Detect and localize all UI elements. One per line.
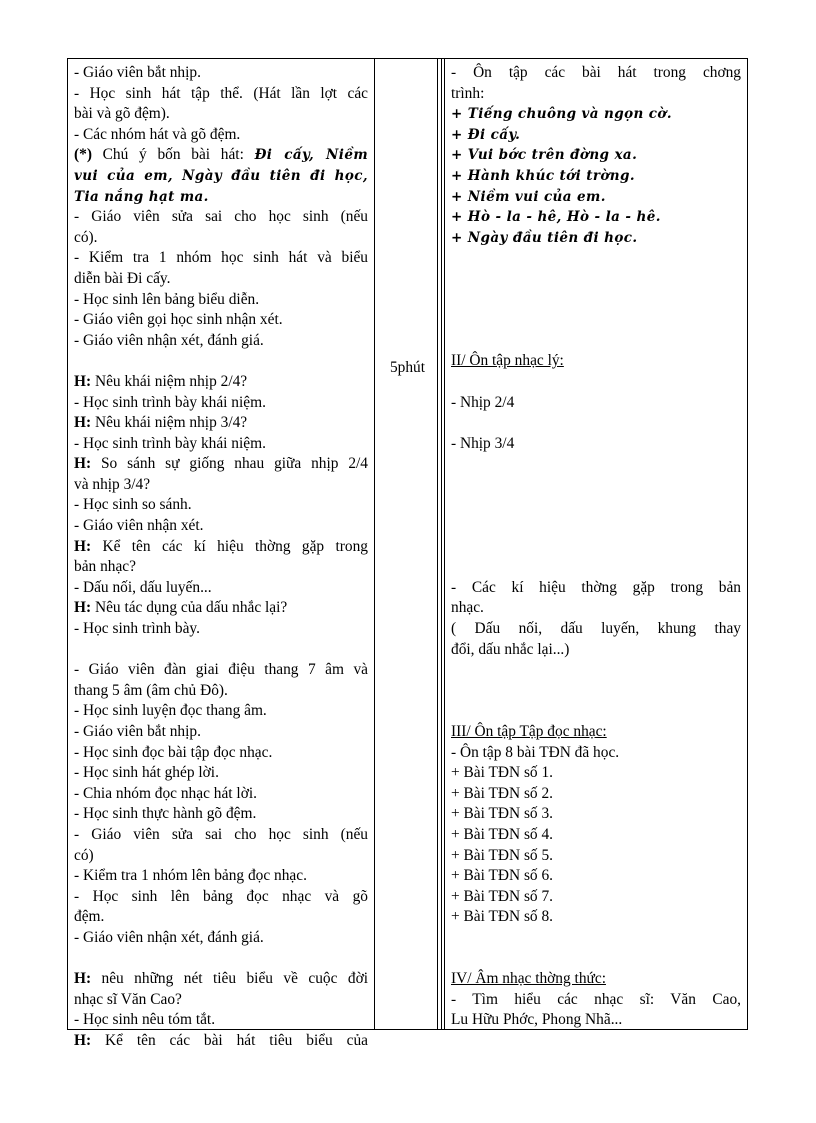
line-text: - Giáo viên nhận xét, đánh giá. <box>74 331 264 349</box>
left-line <box>74 701 368 722</box>
line-text: có). <box>74 228 98 246</box>
blank-line <box>74 949 368 970</box>
right-line <box>451 125 741 146</box>
activities-text <box>74 63 368 1052</box>
blank-line <box>74 640 368 661</box>
left-line <box>74 537 368 558</box>
right-line <box>451 434 741 455</box>
left-line <box>74 763 368 784</box>
left-line <box>74 928 368 949</box>
left-line <box>74 887 368 908</box>
song-title: + Đi cấy. <box>451 126 521 143</box>
left-line <box>74 290 368 311</box>
blank-line <box>451 454 741 475</box>
question-marker: H: <box>74 970 102 988</box>
line-text: nhạc. <box>451 599 484 617</box>
line-text: - Học sinh thực hành gõ đệm. <box>74 805 257 823</box>
right-line <box>451 763 741 784</box>
left-line <box>74 372 368 393</box>
line-text: - Học sinh lên bảng biểu diễn. <box>74 290 260 308</box>
line-text: - Tìm hiểu các nhạc sĩ: Văn Cao, <box>451 990 741 1008</box>
left-line <box>74 681 368 702</box>
line-text: - Học sinh trình bày khái niệm. <box>74 434 266 452</box>
question-marker: (*) <box>74 146 103 164</box>
line-text: - Kiểm tra 1 nhóm lên bảng đọc nhạc. <box>74 867 307 885</box>
song-title: + Hò - la - hê, Hò - la - hê. <box>451 209 661 226</box>
line-text: - Các kí hiệu thờng gặp trong bản <box>451 578 741 596</box>
blank-line <box>451 290 741 311</box>
left-line <box>74 125 368 146</box>
line-text: - Học sinh lên bảng đọc nhạc và gõ <box>74 887 368 905</box>
question-marker: H: <box>74 414 95 432</box>
right-line <box>451 84 741 105</box>
blank-line <box>451 557 741 578</box>
line-text: - Giáo viên gọi học sinh nhận xét. <box>74 311 283 329</box>
song-title: + Tiếng chuông và ngọn cờ. <box>451 106 672 123</box>
left-line <box>74 846 368 867</box>
line-text: - Kiểm tra 1 nhóm học sinh hát và biểu <box>74 249 368 267</box>
line-text: bài và gõ đệm). <box>74 105 170 123</box>
line-text: thang 5 âm (âm chủ Đô). <box>74 681 228 699</box>
line-text: - Giáo viên sửa sai cho học sinh (nếu <box>74 208 368 226</box>
left-line <box>74 557 368 578</box>
left-line <box>74 722 368 743</box>
right-line <box>451 784 741 805</box>
question-marker: H: <box>74 455 101 473</box>
left-line <box>74 804 368 825</box>
left-line <box>74 248 368 269</box>
blank-line <box>451 495 741 516</box>
line-text: III/ Ôn tập Tập đọc nhạc: <box>451 723 607 740</box>
line-text: II/ Ôn tập nhạc lý: <box>451 352 564 370</box>
left-line <box>74 784 368 805</box>
right-line <box>451 63 741 84</box>
line-text: - Học sinh nêu tóm tắt. <box>74 1011 216 1029</box>
line-text: Kể tên các bài hát tiêu biểu của <box>105 1031 369 1049</box>
blank-line <box>451 372 741 393</box>
line-text: - Các nhóm hát và gõ đệm. <box>74 125 241 143</box>
line-text: - Học sinh hát ghép lời. <box>74 764 219 782</box>
question-marker: H: <box>74 599 95 617</box>
right-line <box>451 207 741 228</box>
line-text: + Bài TĐN số 2. <box>451 784 554 802</box>
line-text: diễn bài Đi cấy. <box>74 269 171 287</box>
line-text: - Ôn tập các bài hát trong chơng <box>451 64 741 81</box>
song-title: Đi cấy, Niềm <box>254 147 369 164</box>
blank-line <box>74 351 368 372</box>
blank-line <box>451 681 741 702</box>
line-text: Chú ý bốn bài hát: <box>102 146 255 164</box>
left-line <box>74 413 368 434</box>
song-title: + Niềm vui của em. <box>451 188 606 205</box>
line-text: - Học sinh luyện đọc thang âm. <box>74 702 267 720</box>
line-text: - Dấu nối, dấu luyến... <box>74 578 212 596</box>
line-text: - Nhịp 2/4 <box>451 393 515 411</box>
right-line <box>451 228 741 249</box>
blank-line <box>451 660 741 681</box>
blank-line <box>451 475 741 496</box>
blank-line <box>451 537 741 558</box>
right-line <box>451 578 741 599</box>
blank-line <box>451 248 741 269</box>
lesson-table <box>67 58 748 1049</box>
right-line <box>451 743 741 764</box>
right-line <box>451 846 741 867</box>
line-text: + Bài TĐN số 3. <box>451 805 554 823</box>
line-text: - Học sinh đọc bài tập đọc nhạc. <box>74 743 273 761</box>
line-text: ( Dấu nối, dấu luyến, khung thay <box>451 620 741 638</box>
line-text: trình: <box>451 84 485 102</box>
right-line <box>451 619 741 640</box>
left-line <box>74 475 368 496</box>
line-text: - Ôn tập 8 bài TĐN đã học. <box>451 743 620 761</box>
left-line <box>74 969 368 990</box>
right-line <box>451 722 741 743</box>
time-cell: 5phút <box>389 359 426 376</box>
line-text: - Nhịp 3/4 <box>451 434 515 452</box>
left-line <box>74 990 368 1011</box>
right-line <box>451 166 741 187</box>
time-column <box>374 59 442 1029</box>
line-text: + Bài TĐN số 8. <box>451 908 554 926</box>
left-line <box>74 331 368 352</box>
line-text: - Giáo viên sửa sai cho học sinh (nếu <box>74 825 368 843</box>
left-line <box>74 166 368 187</box>
right-line <box>451 1010 741 1031</box>
blank-line <box>451 413 741 434</box>
left-line <box>74 619 368 640</box>
content-text <box>451 63 741 1031</box>
line-text: và nhịp 3/4? <box>74 475 151 493</box>
line-text: đổi, dấu nhắc lại...) <box>451 640 570 658</box>
left-line <box>74 454 368 475</box>
line-text: + Bài TĐN số 5. <box>451 846 554 864</box>
right-line <box>451 351 741 372</box>
line-text: - Giáo viên nhận xét, đánh giá. <box>74 928 264 946</box>
line-text: có) <box>74 846 94 864</box>
left-line <box>74 866 368 887</box>
question-marker: H: <box>74 1031 105 1049</box>
right-line <box>451 866 741 887</box>
right-line <box>451 907 741 928</box>
line-text: Nêu khái niệm nhịp 2/4? <box>94 372 248 390</box>
song-title: Tia nắng hạt ma. <box>74 188 209 205</box>
line-text: đệm. <box>74 908 105 926</box>
line-text: bản nhạc? <box>74 558 136 576</box>
line-text: Nêu khái niệm nhịp 3/4? <box>94 414 248 432</box>
right-line <box>451 187 741 208</box>
line-text: + Bài TĐN số 7. <box>451 887 554 905</box>
blank-line <box>451 701 741 722</box>
content-column <box>441 59 747 1029</box>
song-title: + Vui bớc trên đờng xa. <box>451 147 638 164</box>
line-text: - Giáo viên bắt nhịp. <box>74 723 201 740</box>
right-line <box>451 640 741 661</box>
left-line <box>74 145 368 166</box>
line-text: + Bài TĐN số 4. <box>451 825 554 843</box>
blank-line <box>451 331 741 352</box>
left-line <box>74 660 368 681</box>
right-line <box>451 393 741 414</box>
blank-line <box>451 928 741 949</box>
left-line <box>74 495 368 516</box>
left-line <box>74 1031 368 1052</box>
right-line <box>451 969 741 990</box>
left-line <box>74 207 368 228</box>
blank-line <box>451 949 741 970</box>
activities-column <box>68 59 375 1049</box>
line-text: So sánh sự giống nhau giữa nhịp 2/4 <box>100 455 368 473</box>
left-line <box>74 825 368 846</box>
right-line <box>451 825 741 846</box>
line-text: - Học sinh trình bày. <box>74 620 200 638</box>
left-line <box>74 63 368 84</box>
line-text: Lu Hữu Phớc, Phong Nhã... <box>451 1011 623 1029</box>
left-line <box>74 1010 368 1031</box>
line-text: - Giáo viên bắt nhịp. <box>74 64 201 81</box>
left-line <box>74 516 368 537</box>
left-line <box>74 907 368 928</box>
right-line <box>451 598 741 619</box>
right-line <box>451 145 741 166</box>
left-line <box>74 84 368 105</box>
blank-line <box>451 269 741 290</box>
song-title: + Ngày đầu tiên đi học. <box>451 229 638 246</box>
line-text: - Giáo viên nhận xét. <box>74 517 204 535</box>
line-text: nhạc sĩ Văn Cao? <box>74 990 182 1008</box>
line-text: Nêu tác dụng của dấu nhắc lại? <box>94 599 288 617</box>
line-text: - Học sinh trình bày khái niệm. <box>74 393 266 411</box>
song-title: vui của em, Ngày đầu tiên đi học, <box>74 167 368 184</box>
left-line <box>74 269 368 290</box>
line-text: + Bài TĐN số 1. <box>451 764 554 782</box>
song-title: + Hành khúc tới trờng. <box>451 167 635 184</box>
line-text: IV/ Âm nhạc thờng thức: <box>451 970 606 988</box>
question-marker: H: <box>74 372 95 390</box>
left-line <box>74 743 368 764</box>
line-text: + Bài TĐN số 6. <box>451 867 554 885</box>
blank-line <box>451 310 741 331</box>
line-text: - Giáo viên đàn giai điệu thang 7 âm và <box>74 661 368 679</box>
left-line <box>74 187 368 208</box>
right-line <box>451 804 741 825</box>
left-line <box>74 228 368 249</box>
line-text: nêu những nét tiêu biểu về cuộc đời <box>101 970 368 988</box>
line-text: Kể tên các kí hiệu thờng gặp trong <box>102 537 368 555</box>
left-line <box>74 393 368 414</box>
right-line <box>451 104 741 125</box>
line-text: - Học sinh so sánh. <box>74 496 192 514</box>
line-text: - Học sinh hát tập thể. (Hát lần lợt các <box>74 84 368 102</box>
left-line <box>74 578 368 599</box>
right-line <box>451 887 741 908</box>
left-line <box>74 310 368 331</box>
left-line <box>74 104 368 125</box>
question-marker: H: <box>74 537 103 555</box>
blank-line <box>451 516 741 537</box>
left-line <box>74 598 368 619</box>
right-line <box>451 990 741 1011</box>
line-text: - Chia nhóm đọc nhạc hát lời. <box>74 784 257 802</box>
left-line <box>74 434 368 455</box>
